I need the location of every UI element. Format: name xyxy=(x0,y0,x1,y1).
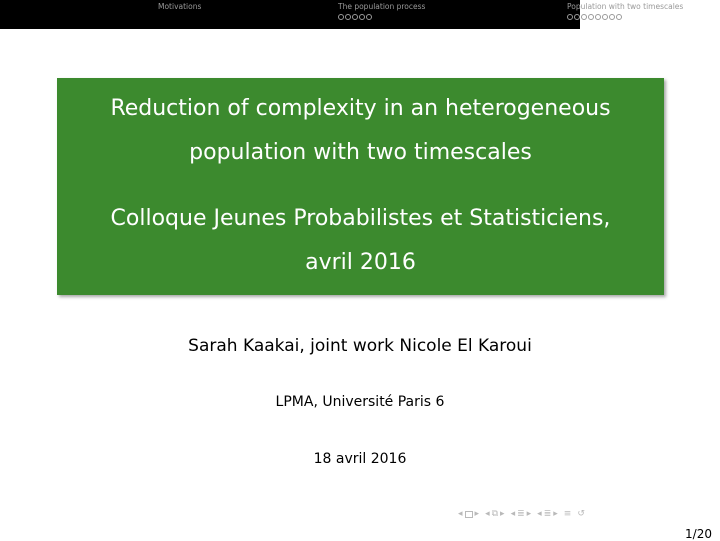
slide-dot[interactable] xyxy=(595,14,601,20)
slide-dot[interactable] xyxy=(588,14,594,20)
nav-section-group xyxy=(511,509,532,519)
event-line-1: Colloque Jeunes Probabilistes et Statisticiens, xyxy=(110,206,611,231)
slide-dot[interactable] xyxy=(352,14,358,20)
left-arrow-icon[interactable]: ◂ xyxy=(510,509,516,519)
slide-dot[interactable] xyxy=(602,14,608,20)
right-arrow-icon[interactable]: ▸ xyxy=(553,509,558,519)
right-arrow-icon[interactable]: ▸ xyxy=(500,509,505,519)
page-number: 1/20 xyxy=(685,527,712,541)
slide-dot[interactable] xyxy=(338,14,344,20)
search-icon[interactable]: ↺ xyxy=(577,509,585,519)
document-icon[interactable]: ≣ xyxy=(543,509,552,519)
frame-icon[interactable] xyxy=(465,511,473,518)
left-arrow-icon[interactable]: ◂ xyxy=(458,509,463,519)
slide-dot[interactable] xyxy=(359,14,365,20)
author-line: Sarah Kaakai, joint work Nicole El Karoui xyxy=(188,336,532,356)
slide-dot[interactable] xyxy=(567,14,573,20)
nav-section-motivations[interactable] xyxy=(158,2,201,11)
beamer-navigation-symbols xyxy=(458,507,585,521)
slide-dot[interactable] xyxy=(345,14,351,20)
subsection-icon[interactable]: ⧉ xyxy=(491,509,499,519)
slide-dot[interactable] xyxy=(616,14,622,20)
left-arrow-icon[interactable]: ◂ xyxy=(537,509,542,519)
slide-dot[interactable] xyxy=(366,14,372,20)
nav-section-label[interactable]: Motivations xyxy=(158,2,202,11)
nav-subsection-group xyxy=(485,509,505,519)
nav-section-two-timescales[interactable] xyxy=(567,2,683,20)
slide-dot[interactable] xyxy=(609,14,615,20)
title-line-2: population with two timescales xyxy=(189,140,532,165)
slide-dots xyxy=(567,14,683,20)
affiliation-line: LPMA, Université Paris 6 xyxy=(275,394,445,410)
event-line-2: avril 2016 xyxy=(305,250,416,275)
nav-section-population-process[interactable] xyxy=(338,2,425,20)
nav-document-group xyxy=(537,509,558,519)
title-line-1: Reduction of complexity in an heterogeneous xyxy=(110,96,611,121)
right-arrow-icon[interactable]: ▸ xyxy=(474,509,480,519)
nav-frame-group xyxy=(458,509,479,519)
right-arrow-icon[interactable]: ▸ xyxy=(526,509,532,519)
navbar-background xyxy=(0,0,580,29)
date-line: 18 avril 2016 xyxy=(313,451,407,467)
section-icon[interactable]: ≣ xyxy=(517,509,525,519)
slide-dots xyxy=(338,14,425,20)
nav-section-label[interactable]: Population with two timescales xyxy=(567,2,684,11)
title-block xyxy=(57,78,664,295)
slide-dot[interactable] xyxy=(574,14,580,20)
left-arrow-icon[interactable]: ◂ xyxy=(485,509,490,519)
nav-section-label[interactable]: The population process xyxy=(338,2,426,11)
section-navbar xyxy=(0,0,720,29)
slide-dot[interactable] xyxy=(581,14,587,20)
appendix-icon[interactable]: ≡ xyxy=(563,509,572,519)
